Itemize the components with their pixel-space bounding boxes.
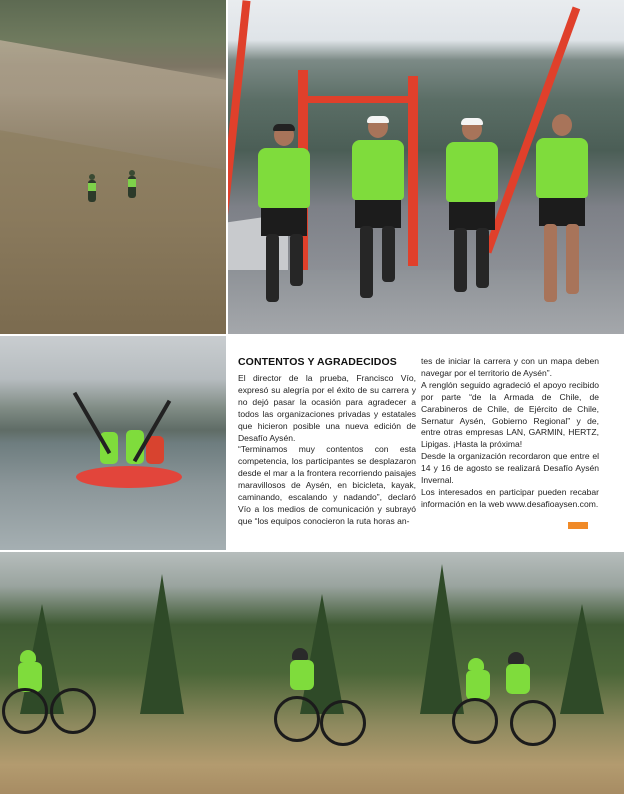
paddle — [73, 392, 111, 455]
article-end-mark — [568, 522, 588, 529]
bikers-photo — [0, 552, 624, 794]
bridge-cable-left — [228, 0, 251, 240]
tree — [420, 564, 464, 714]
bridge-tower-right — [408, 76, 418, 266]
kayak-photo — [0, 336, 226, 550]
runners-photo — [228, 0, 624, 334]
hikers-photo — [0, 0, 226, 334]
paragraph: El director de la prueba, Francisco Vío, expresó su alegría por el éxito de su carrera y no dejó pasar la ocasión para agradecer a todos las organizaciones privadas y estatales que hicieron posible una nueva edición de Desafío Aysén. — [238, 373, 416, 443]
article-column-1 — [238, 373, 416, 528]
tree — [560, 604, 604, 714]
paragraph: tes de iniciar la carrera y con un mapa deben navegar por el territorio de Aysén”. — [421, 356, 599, 378]
bridge-crossbeam — [298, 96, 418, 103]
hiker-figure — [88, 180, 96, 202]
paragraph: “Terminamos muy contentos con esta competencia, los participantes se desplazaron desde el mar a la frontera recorriendo paisajes maravillosos de Aysén, en bicicleta, kayak, caminando, escalando y nadando”, declaró Vío a los medios de comunicación y subrayó que “los equipos conocieron la ruta horas an- — [238, 444, 416, 526]
paragraph: Los interesados en participar pueden recabar información en la web www.desafioaysen.com. — [421, 486, 599, 509]
hiker-figure — [128, 176, 136, 198]
article-heading: CONTENTOS Y AGRADECIDOS — [238, 356, 397, 368]
hillside-ridge — [0, 40, 226, 170]
article-column-2 — [421, 356, 599, 511]
article — [238, 356, 618, 526]
tree — [140, 574, 184, 714]
paragraph: Desde la organización recordaron que entre el 14 y 16 de agosto se realizará Desafío Aysén Invernal. — [421, 451, 599, 486]
paragraph: A renglón seguido agradeció el apoyo recibido por parte “de la Armada de Chile, de Carabineros de Chile, de Ejército de Chile, Sernatur Aysén, Gobierno Regional” y de, entre otras empresas LAN, GARMIN, HERTZ, Lipigas. ¡Hasta la próxima! — [421, 379, 599, 450]
bridge-road — [228, 270, 624, 334]
kayak — [76, 466, 182, 488]
